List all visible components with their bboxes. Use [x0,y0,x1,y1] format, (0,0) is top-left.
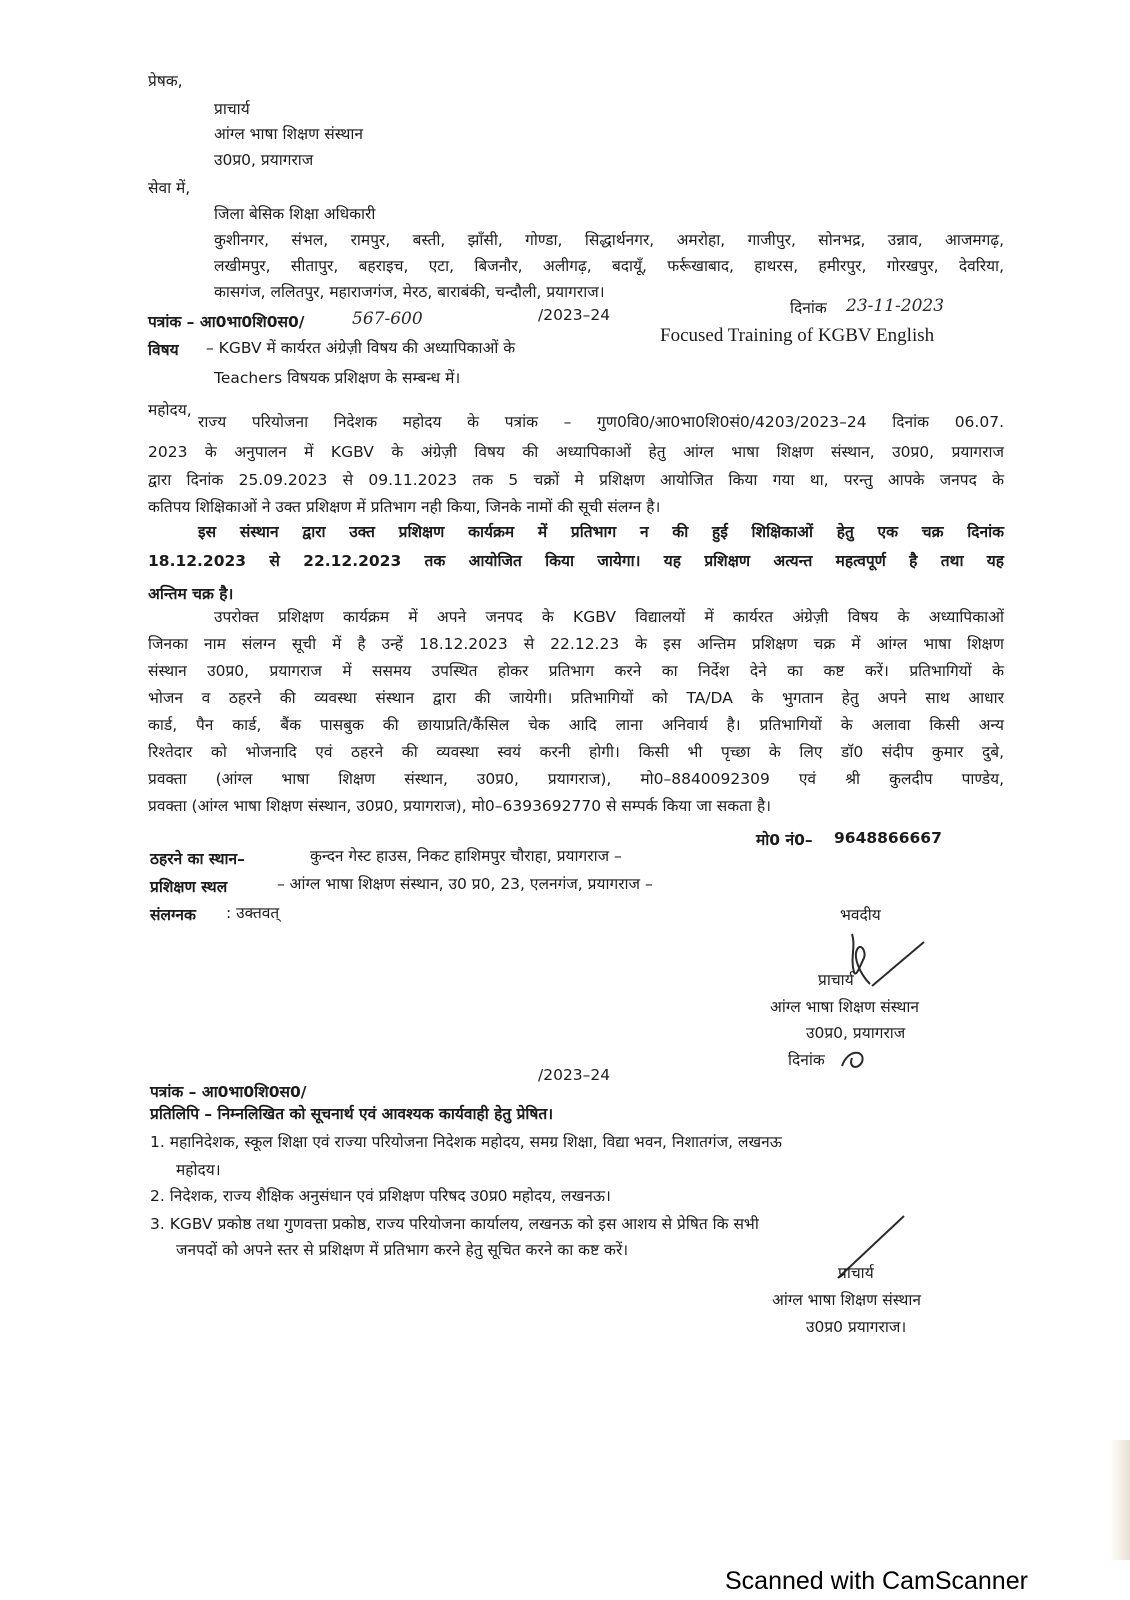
para3-line: भोजन व ठहरने की व्यवस्था संस्थान द्वारा की जायेगी। प्रतिभागियों को TA/DA के भुगतान हेतु अपने साथ आधार [148,689,1004,707]
scanner-watermark: Scanned with CamScanner [725,1567,1028,1595]
signature2-institute: आंग्ल भाषा शिक्षण संस्थान [772,1291,921,1309]
stay-label: ठहरने का स्थान– [150,850,245,868]
recipient-districts-line: लखीमपुर, सीतापुर, बहराइच, एटा, बिजनौर, अलीगढ़, बदायूँ, फर्रूखाबाद, हाथरस, हमीरपुर, गोरखपुर, देवरिया, [214,257,1004,275]
para3-line: जिनका नाम संलग्न सूची में है उन्हें 18.12.2023 से 22.12.23 के इस अन्तिम प्रशिक्षण चक्र में आंग्ल भाषा शिक्षण [148,635,1004,653]
stay-text: कुन्दन गेस्ट हाउस, निकट हाशिमपुर चौराहा, प्रयागराज – [310,847,622,865]
stay-phone-label: मो0 नं0– [756,831,813,849]
para3-line: रिश्तेदार को भोजनादि एवं ठहरने की व्यवस्था स्वयं करनी होगी। किसी भी पृच्छा के लिए डॉ0 संदीप कुमार दुबे, [148,743,1004,761]
subject-label: विषय [148,341,179,359]
reference-year: /2023–24 [538,306,611,324]
para3-line: प्रवक्ता (आंग्ल भाषा शिक्षण संस्थान, उ0प्र0, प्रयागराज), मो0–8840092309 एवं श्री कुलदीप पाण्डेय, [148,770,1004,788]
recipient-districts-line: कुशीनगर, संभल, रामपुर, बस्ती, झाँसी, गोण्डा, सिद्धार्थनगर, अमरोहा, गाजीपुर, सोनभद्र, उन्नाव, आजमगढ़, [214,231,1004,249]
page-edge-shadow [1110,1440,1130,1560]
copy-item: 1. महानिदेशक, स्कूल शिक्षा एवं राज्या परियोजना निदेशक महोदय, समग्र शिक्षा, विद्या भवन, निशातगंज, लखनऊ [150,1133,782,1151]
recipient-label: सेवा में, [148,179,191,197]
salutation: महोदय, [148,401,192,419]
copy-heading: प्रतिलिपि – निम्नलिखित को सूचनार्थ एवं आवश्यक कार्यवाही हेतु प्रेषित। [150,1105,554,1123]
signature2-place: उ0प्र0 प्रयागराज। [806,1318,907,1336]
copy-item: 3. KGBV प्रकोष्ठ तथा गुणवत्ता प्रकोष्ठ, राज्य परियोजना कार्यालय, लखनऊ को इस आशय से प्रेषित कि सभी [150,1215,759,1233]
copy-reference-label: पत्रांक – आ0भा0शि0स0/ [150,1083,307,1101]
signature1-place: उ0प्र0, प्रयागराज [806,1024,906,1042]
copy-item: 2. निदेशक, राज्य शैक्षिक अनुसंधान एवं प्रशिक्षण परिषद उ0प्र0 महोदय, लखनऊ। [150,1187,611,1205]
venue-label: प्रशिक्षण स्थल [150,878,228,896]
signature1-date: दिनांक [788,1051,825,1069]
para1-line: 2023 के अनुपालन में KGBV के अंग्रेज़ी विषय की अध्यापिकाओं हेतु आंग्ल भाषा शिक्षण संस्थान, उ0प्र0, प्रयागराज [148,443,1004,461]
venue-text: – आंग्ल भाषा शिक्षण संस्थान, उ0 प्र0, 23, एलनगंज, प्रयागराज – [277,875,653,893]
reference-number-handwritten: 567-600 [352,309,423,329]
date-scribble [838,1044,870,1072]
enclosure-text: : उक्तवत् [226,904,280,922]
para1-line: द्वारा दिनांक 25.09.2023 से 09.11.2023 तक 5 चक्रों मे प्रशिक्षण आयोजित किया गया था, परन्तु आपके जनपद के [148,471,1004,489]
subject-line-2: Teachers विषयक प्रशिक्षण के सम्बन्ध में। [214,369,461,387]
reference-label: पत्रांक – आ0भा0शि0स0/ [148,313,305,331]
para1-line: कतिपय शिक्षिकाओं ने उक्त प्रशिक्षण में प्रतिभाग नही किया, जिनके नामों की सूची संलग्न है। [148,498,661,516]
enclosure-label: संलग्नक [150,906,196,924]
closing: भवदीय [840,906,881,924]
recipient-districts-line: कासगंज, ललितपुर, महाराजगंज, मेरठ, बाराबंकी, चन्दौली, प्रयागराज। [214,283,605,301]
date-label: दिनांक [790,299,827,317]
para3-line: कार्ड, पैन कार्ड, बैंक पासबुक की छायाप्रति/कैंसिल चेक आदि लाना अनिवार्य है। प्रतिभागियों के अलावा किसी अन्य [148,716,1004,734]
para1-line: राज्य परियोजना निदेशक महोदय के पत्रांक – गुण0वि0/आ0भा0शि0सं0/4203/2023–24 दिनांक 06.07. [198,413,1004,431]
signature2-designation: प्राचार्य [838,1264,874,1282]
para2-line: इस संस्थान द्वारा उक्त प्रशिक्षण कार्यक्रम में प्रतिभाग न की हुई शिक्षिकाओं हेतु एक चक्र दिनांक [198,523,1004,541]
para3-line: प्रवक्ता (आंग्ल भाषा शिक्षण संस्थान, उ0प्र0, प्रयागराज), मो0–6393692770 से सम्पर्क किया जा सकता है। [148,797,772,815]
stay-phone: 9648866667 [834,829,942,847]
sender-designation: प्राचार्य [214,100,250,118]
copy-item: महोदय। [176,1161,221,1179]
signature1-designation: प्राचार्य [818,971,854,989]
sender-institute: आंग्ल भाषा शिक्षण संस्थान [214,125,363,143]
copy-reference-year: /2023–24 [538,1066,611,1084]
para2-line: अन्तिम चक्र है। [148,585,234,603]
subject-line-english: Focused Training of KGBV English [660,325,935,346]
para2-line: 18.12.2023 से 22.12.2023 तक आयोजित किया जायेगा। यह प्रशिक्षण अत्यन्त महत्वपूर्ण है तथा यह [148,552,1004,570]
subject-line-hindi: – KGBV में कार्यरत अंग्रेज़ी विषय की अध्यापिकाओं के [206,339,516,357]
sender-label: प्रेषक, [148,72,183,90]
date-handwritten: 23-11-2023 [846,296,945,316]
recipient-designation: जिला बेसिक शिक्षा अधिकारी [214,205,376,223]
para3-line: संस्थान उ0प्र0, प्रयागराज में ससमय उपस्थित होकर प्रतिभाग करने का निर्देश देने का कष्ट करें। प्रतिभागियों के [148,662,1004,680]
signature1-institute: आंग्ल भाषा शिक्षण संस्थान [770,998,919,1016]
sender-place: उ0प्र0, प्रयागराज [214,151,314,169]
copy-item: जनपदों को अपने स्तर से प्रशिक्षण में प्रतिभाग करने हेतु सूचित करने का कष्ट करें। [176,1241,629,1259]
para3-line: उपरोक्त प्रशिक्षण कार्यक्रम में अपने जनपद के KGBV विद्यालयों में कार्यरत अंग्रेज़ी विषय के अध्यापिकाओं [214,608,1004,626]
